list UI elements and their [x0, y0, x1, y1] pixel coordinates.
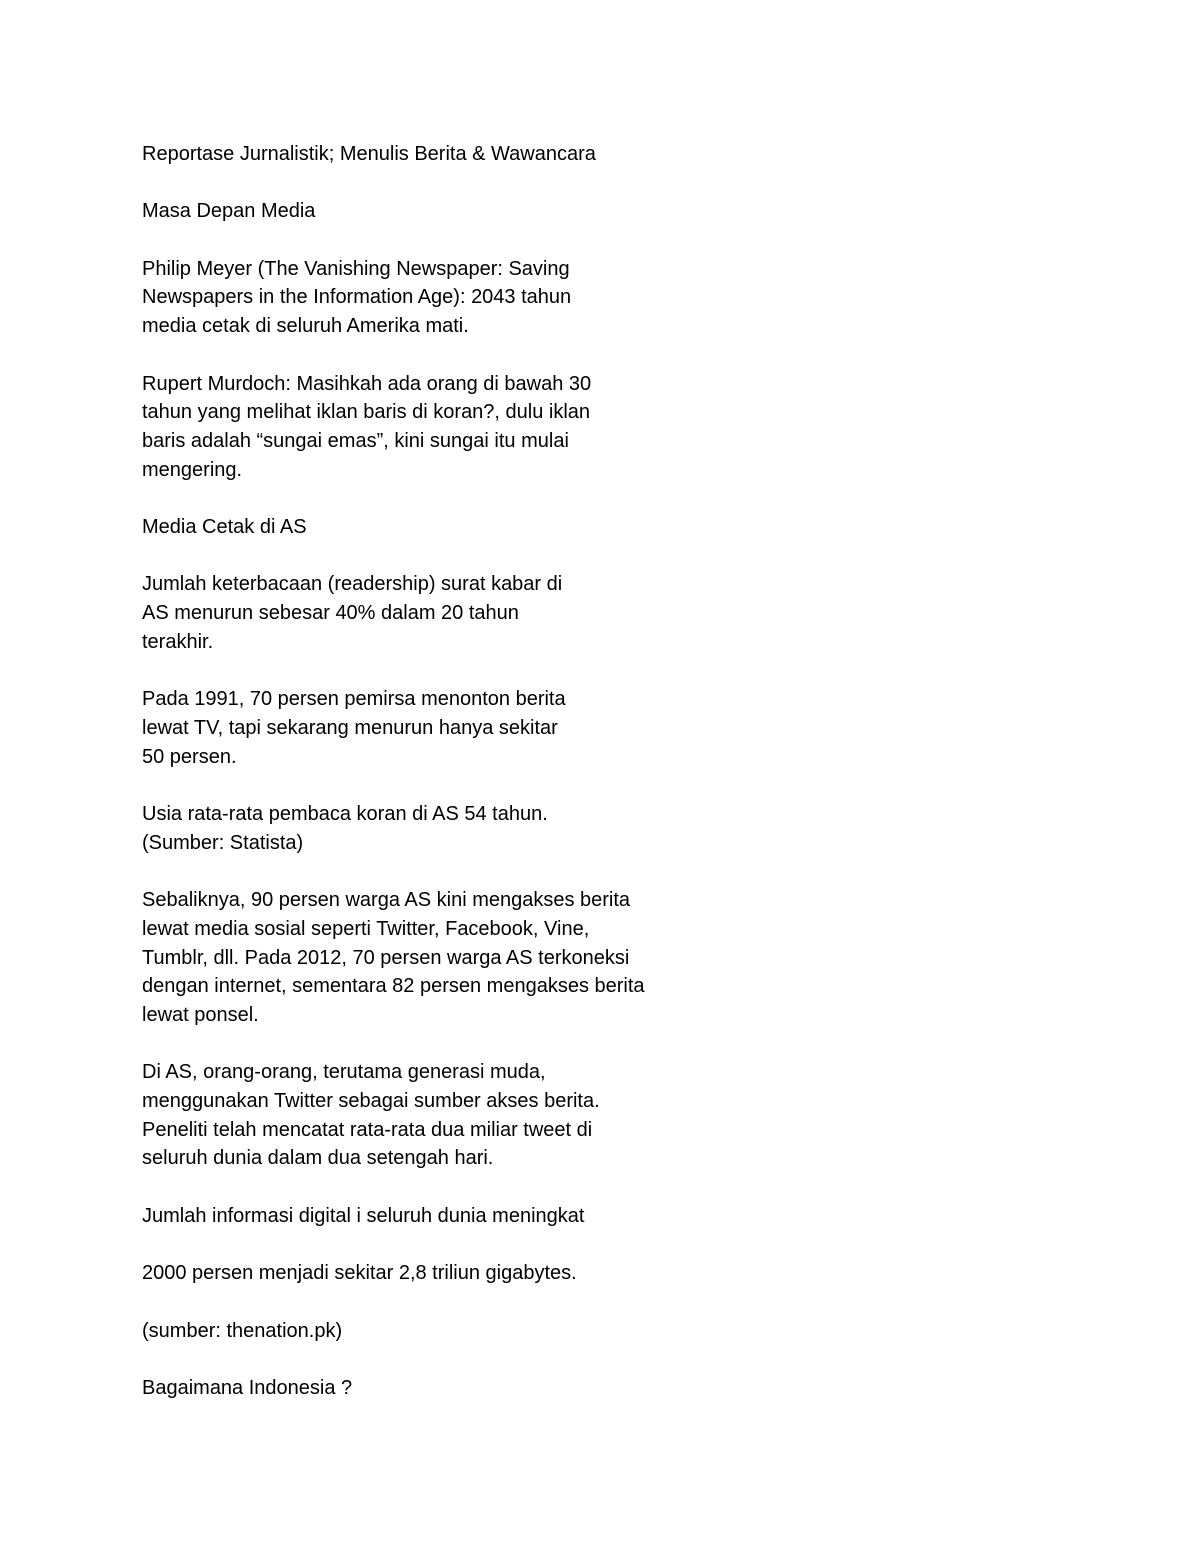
closing-question	[142, 1374, 702, 1403]
text-line: Media Cetak di AS	[142, 516, 307, 539]
text-line: Sebaliknya, 90 persen warga AS kini mengakses berita	[142, 889, 631, 912]
paragraph	[142, 685, 702, 771]
text-line: Rupert Murdoch: Masihkah ada orang di bawah 30	[142, 372, 592, 395]
paragraph	[142, 370, 702, 485]
paragraph	[142, 570, 702, 656]
text-line: lewat media sosial seperti Twitter, Facebook, Vine,	[142, 917, 590, 940]
source-note	[142, 1317, 702, 1346]
text-line: Usia rata-rata pembaca koran di AS 54 tahun.	[142, 803, 548, 826]
text-line: tahun yang melihat iklan baris di koran?, dulu iklan	[142, 401, 591, 424]
text-line: Di AS, orang-orang, terutama generasi muda,	[142, 1061, 546, 1084]
text-line: 2000 persen menjadi sekitar 2,8 triliun gigabytes.	[142, 1262, 577, 1285]
text-line: Jumlah keterbacaan (readership) surat kabar di	[142, 573, 563, 596]
text-line: terakhir.	[142, 630, 214, 653]
text-line: Pada 1991, 70 persen pemirsa menonton berita	[142, 688, 566, 711]
text-line: Masa Depan Media	[142, 200, 316, 223]
text-line: Tumblr, dll. Pada 2012, 70 persen warga AS terkoneksi	[142, 946, 630, 969]
text-line: lewat ponsel.	[142, 1003, 259, 1026]
paragraph	[142, 886, 702, 1030]
text-line: media cetak di seluruh Amerika mati.	[142, 315, 469, 338]
text-line: (Sumber: Statista)	[142, 831, 304, 854]
text-line: AS menurun sebesar 40% dalam 20 tahun	[142, 602, 519, 625]
text-line: mengering.	[142, 458, 243, 481]
document-body	[142, 140, 702, 1431]
text-line: Peneliti telah mencatat rata-rata dua miliar tweet di	[142, 1118, 593, 1141]
text-line: Philip Meyer (The Vanishing Newspaper: Saving	[142, 257, 570, 280]
paragraph	[142, 800, 702, 857]
paragraph	[142, 1202, 702, 1231]
document-title	[142, 140, 702, 169]
text-line: lewat TV, tapi sekarang menurun hanya sekitar	[142, 716, 558, 739]
text-line: baris adalah “sungai emas”, kini sungai itu mulai	[142, 429, 569, 452]
text-line: Jumlah informasi digital i seluruh dunia meningkat	[142, 1204, 585, 1227]
text-line: dengan internet, sementara 82 persen mengakses berita	[142, 975, 645, 998]
paragraph	[142, 1058, 702, 1173]
text-line: (sumber: thenation.pk)	[142, 1319, 343, 1342]
paragraph	[142, 255, 702, 341]
text-line: Bagaimana Indonesia ?	[142, 1377, 353, 1400]
text-line: Newspapers in the Information Age): 2043 tahun	[142, 286, 572, 309]
text-line: Reportase Jurnalistik; Menulis Berita & Wawancara	[142, 143, 596, 165]
text-line: menggunakan Twitter sebagai sumber akses berita.	[142, 1090, 600, 1113]
section-heading	[142, 197, 702, 226]
text-line: 50 persen.	[142, 745, 237, 768]
text-line: seluruh dunia dalam dua setengah hari.	[142, 1147, 494, 1170]
section-heading	[142, 513, 702, 542]
paragraph	[142, 1259, 702, 1288]
